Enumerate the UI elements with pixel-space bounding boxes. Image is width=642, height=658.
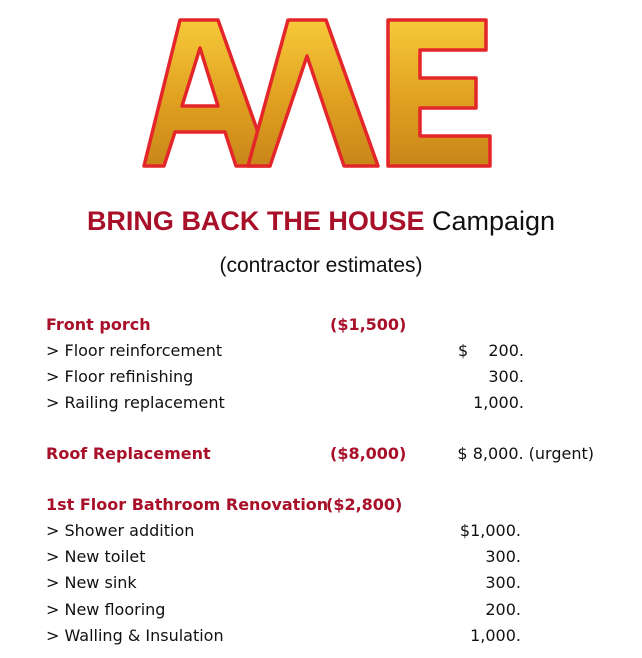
item-label: > Walling & Insulation (46, 626, 224, 645)
estimate-row (0, 545, 642, 569)
section-header-front-porch (0, 313, 642, 337)
item-label: > Floor refinishing (46, 367, 194, 386)
item-amount: 300. (488, 367, 524, 386)
item-amount: 200. (485, 600, 521, 619)
section-total: ($1,500) (330, 315, 407, 334)
logo-letters-graphic (140, 10, 500, 178)
estimate-row (0, 571, 642, 595)
section-name: 1st Floor Bathroom Renovation (46, 495, 329, 514)
epsilon-letter (388, 20, 490, 166)
item-amount: 300. (485, 547, 521, 566)
item-label: > Shower addition (46, 521, 195, 540)
section-name: Roof Replacement (46, 444, 211, 463)
section-amount: $ 8,000. (urgent) (457, 444, 594, 463)
section-header-bathroom-renovation (0, 493, 642, 517)
estimate-row (0, 339, 642, 363)
item-label: > New flooring (46, 600, 166, 619)
item-amount: 1,000. (473, 393, 524, 412)
section-total: ($2,800) (326, 495, 403, 514)
item-label: > Floor reinforcement (46, 341, 223, 360)
item-label: > New toilet (46, 547, 146, 566)
estimate-row (0, 391, 642, 415)
section-total: ($8,000) (330, 444, 407, 463)
campaign-title (0, 204, 642, 238)
alpha-letter (144, 20, 270, 166)
fraternity-logo (140, 10, 500, 178)
currency-symbol: $ (458, 341, 469, 360)
estimate-row (0, 365, 642, 389)
subtitle: (contractor estimates) (219, 254, 423, 277)
item-label: > New sink (46, 573, 137, 592)
estimate-row (0, 598, 642, 622)
item-amount: 200. (488, 341, 524, 360)
item-label: > Railing replacement (46, 393, 225, 412)
estimate-row (0, 519, 642, 543)
item-amount: 300. (485, 573, 521, 592)
item-amount: $1,000. (459, 521, 521, 540)
section-header-roof-replacement (0, 442, 642, 466)
estimate-row (0, 624, 642, 648)
lambda-letter (248, 20, 378, 166)
item-amount: 1,000. (470, 626, 521, 645)
campaign-title-rest: Campaign (431, 206, 556, 236)
section-name: Front porch (46, 315, 151, 334)
campaign-title-strong: BRING BACK THE HOUSE (86, 206, 425, 236)
